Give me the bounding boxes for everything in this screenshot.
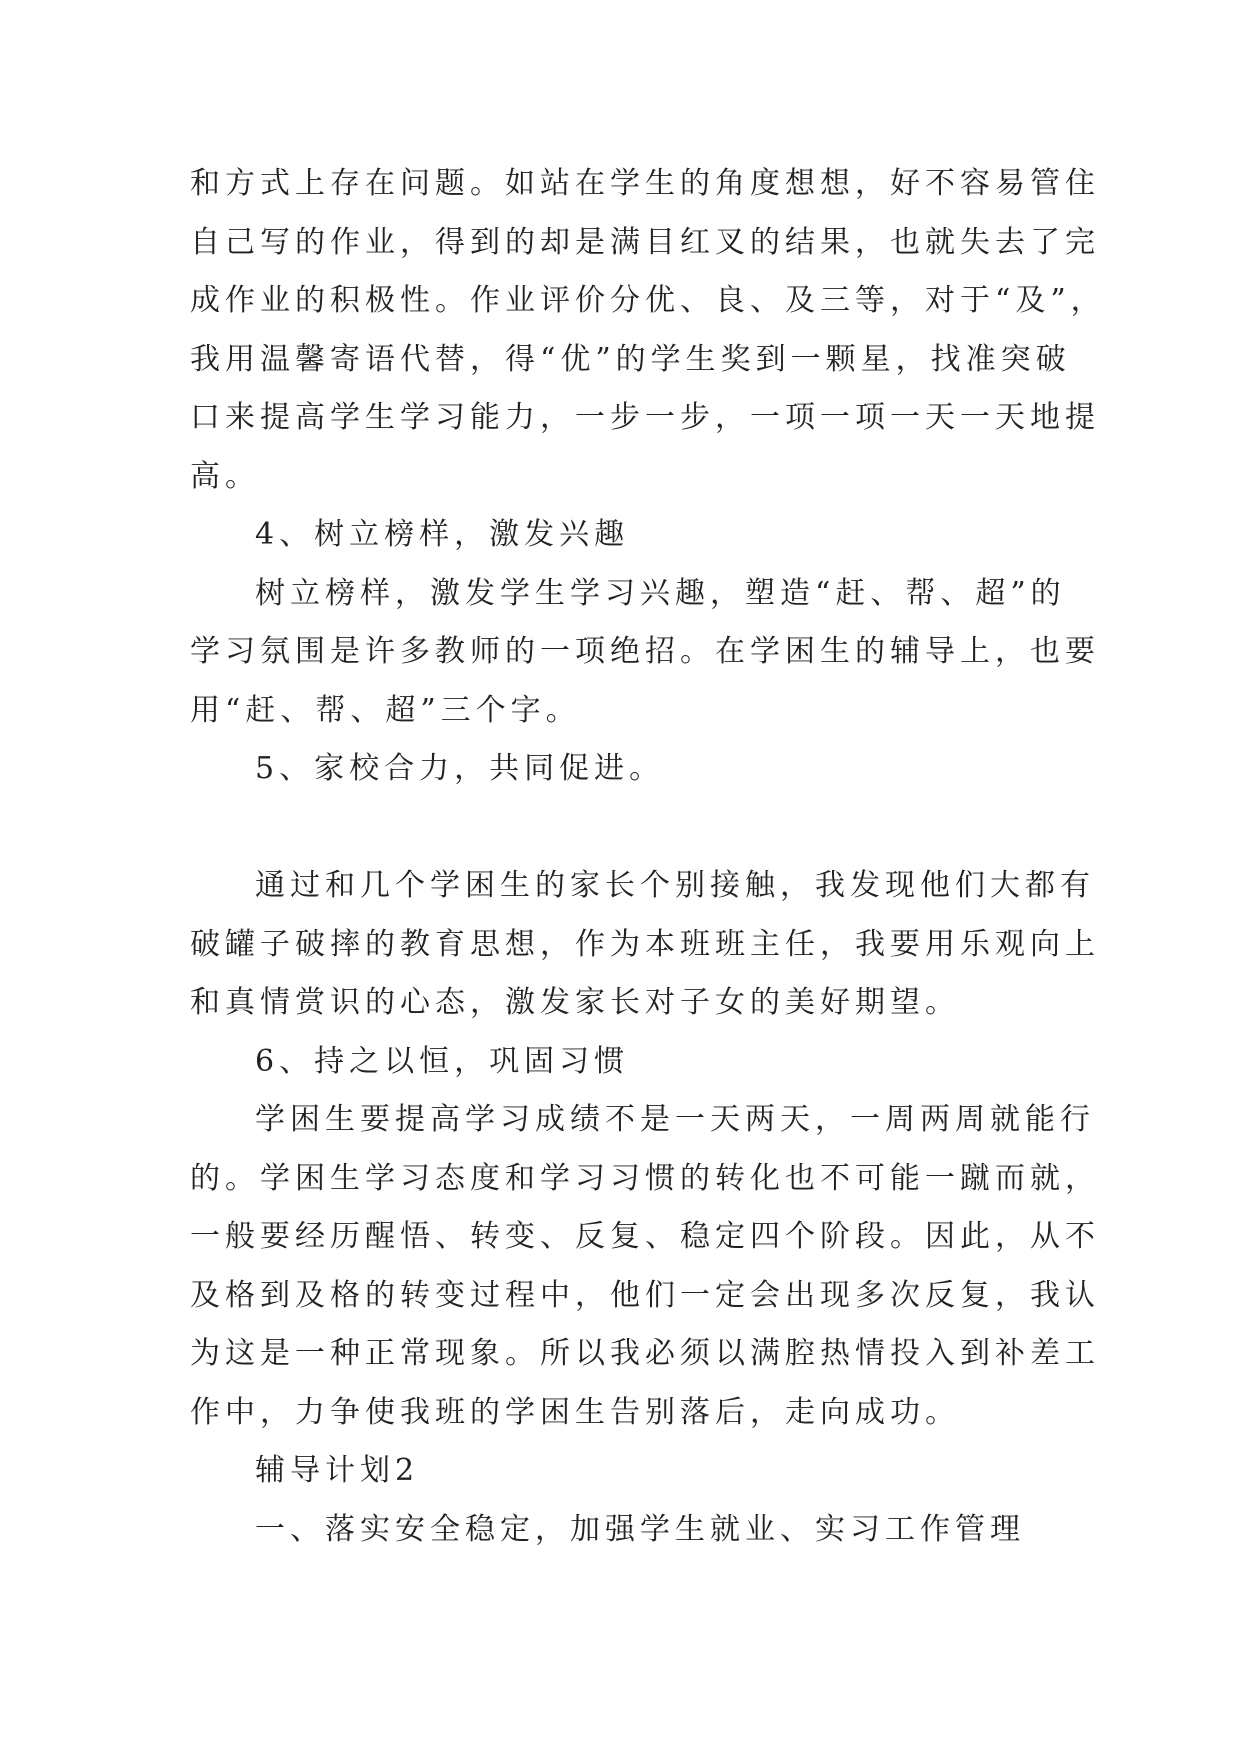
paragraph-line: 的。学困生学习态度和学习习惯的转化也不可能一蹴而就， xyxy=(190,1160,1100,1196)
paragraph-line: 通过和几个学困生的家长个别接触，我发现他们大都有 xyxy=(255,868,1095,903)
section-heading: 5、家校合力，共同促进。 xyxy=(255,751,665,786)
paragraph-line: 高。 xyxy=(190,458,260,494)
paragraph-line: 用“赶、帮、超”三个字。 xyxy=(190,692,581,728)
paragraph-line: 树立榜样，激发学生学习兴趣，塑造“赶、帮、超”的 xyxy=(255,575,1066,611)
section-heading: 6、持之以恒，巩固习惯 xyxy=(255,1043,630,1079)
paragraph-line: 自己写的作业，得到的却是满目红叉的结果，也就失去了完 xyxy=(190,224,1100,260)
paragraph-line: 学习氛围是许多教师的一项绝招。在学困生的辅导上，也要 xyxy=(190,634,1100,669)
paragraph-line: 和真情赏识的心态，激发家长对子女的美好期望。 xyxy=(190,985,960,1020)
paragraph-line: 一般要经历醒悟、转变、反复、稳定四个阶段。因此，从不 xyxy=(190,1219,1100,1254)
paragraph-line: 口来提高学生学习能力，一步一步，一项一项一天一天地提 xyxy=(190,400,1100,435)
section-heading: 一、落实安全稳定，加强学生就业、实习工作管理 xyxy=(255,1511,1025,1547)
paragraph-line: 为这是一种正常现象。所以我必须以满腔热情投入到补差工 xyxy=(190,1336,1100,1371)
paragraph-line: 及格到及格的转变过程中，他们一定会出现多次反复，我认 xyxy=(190,1277,1100,1313)
paragraph-line: 和方式上存在问题。如站在学生的角度想想，好不容易管住 xyxy=(190,166,1100,201)
paragraph-line: 作中，力争使我班的学困生告别落后，走向成功。 xyxy=(190,1394,960,1430)
section-heading: 辅导计划2 xyxy=(255,1453,420,1488)
paragraph-line: 学困生要提高学习成绩不是一天两天，一周两周就能行 xyxy=(255,1102,1095,1137)
section-heading: 4、树立榜样，激发兴趣 xyxy=(255,517,630,552)
paragraph-line: 成作业的积极性。作业评价分优、良、及三等，对于“及”， xyxy=(190,283,1106,318)
paragraph-line: 我用温馨寄语代替，得“优”的学生奖到一颗星，找准突破 xyxy=(190,341,1071,377)
paragraph-line: 破罐子破摔的教育思想，作为本班班主任，我要用乐观向上 xyxy=(190,926,1100,962)
document-body xyxy=(190,155,1106,1559)
blank-line xyxy=(190,799,1090,858)
